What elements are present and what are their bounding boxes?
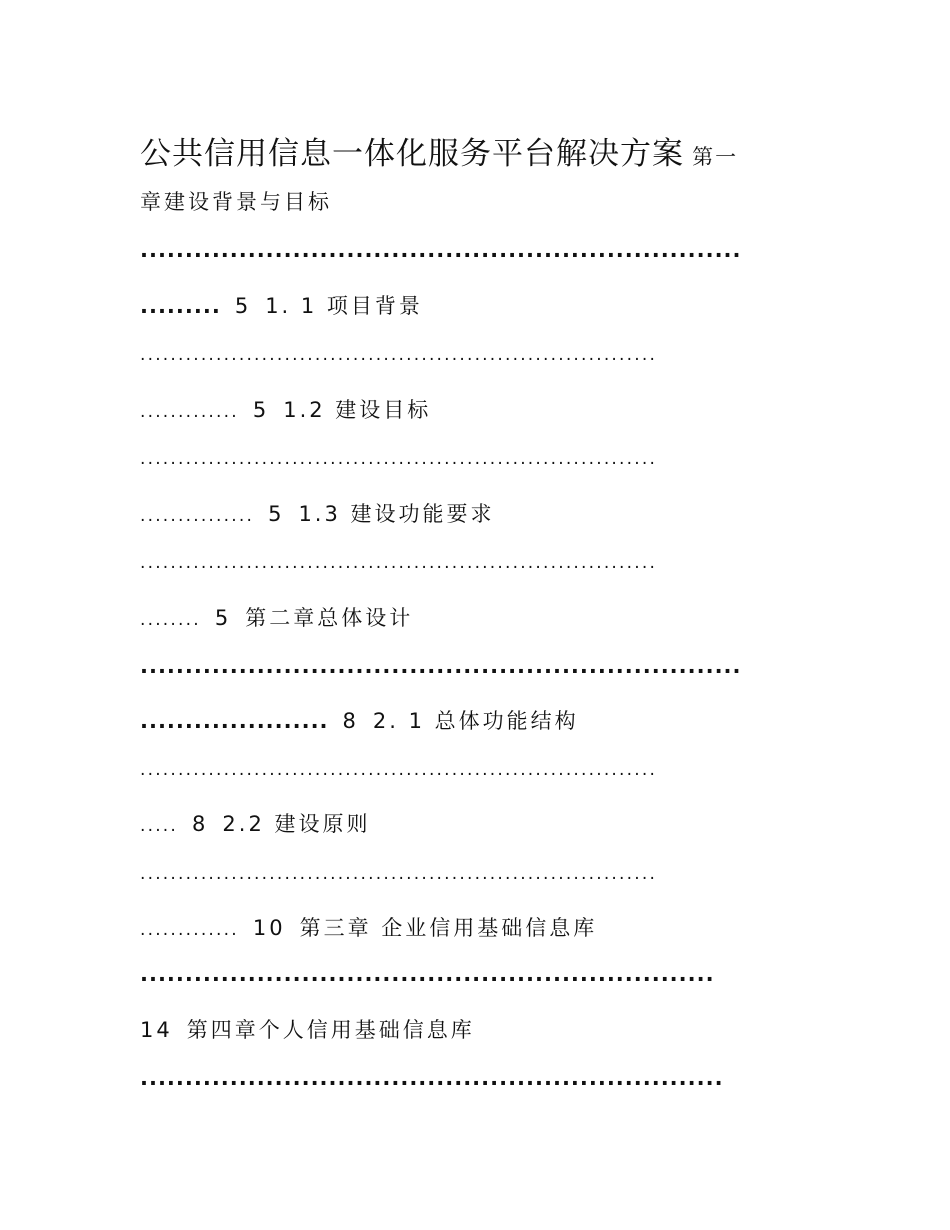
toc-entry-page: 5 — [252, 398, 270, 422]
toc-leader-dots: ................................................................ — [140, 962, 715, 986]
toc-entry-dots: ..................... — [140, 709, 329, 733]
toc-leader-dots: ................................................................... — [140, 238, 742, 262]
document-title: 公共信用信息一体化服务平台解决方案 — [140, 136, 684, 172]
toc-entry[interactable] — [140, 705, 579, 735]
toc-entry-label: 1. 1 项目背景 — [265, 294, 423, 318]
toc-leader-dots: ................................................................. — [140, 1066, 724, 1090]
toc-entry-page: 5 — [214, 606, 232, 630]
toc-entry-dots: ......... — [140, 294, 221, 318]
toc-entry[interactable] — [140, 290, 423, 320]
toc-leader-dots: ................................................................... — [140, 654, 742, 678]
chapter-1-heading: 章建设背景与目标 — [140, 190, 332, 214]
toc-leader-dots: .................................................................... — [140, 449, 658, 469]
toc-entry[interactable] — [140, 498, 495, 528]
toc-entry[interactable] — [140, 602, 413, 632]
toc-entry-dots: ............. — [140, 402, 239, 422]
toc-entry-page: 5 — [268, 502, 285, 526]
toc-entry-label: 2. 1 总体功能结构 — [372, 709, 579, 733]
toc-entry-label: 第四章个人信用基础信息库 — [186, 1018, 475, 1042]
toc-leader-dots: .................................................................... — [140, 864, 658, 884]
toc-entry-label: 第三章 企业信用基础信息库 — [299, 916, 598, 940]
toc-entry-page: 14 — [140, 1018, 173, 1042]
toc-entry-page: 8 — [192, 812, 209, 836]
toc-entry[interactable] — [140, 912, 597, 942]
toc-entry-label: 1.3 建设功能要求 — [298, 502, 495, 526]
toc-entry-page: 10 — [252, 916, 286, 940]
toc-leader-dots: .................................................................... — [140, 345, 658, 365]
toc-entry-dots: ............. — [140, 920, 239, 940]
toc-entry-label: 1.2 建设目标 — [283, 398, 432, 422]
toc-entry[interactable] — [140, 808, 370, 838]
toc-entry-dots: ............... — [140, 506, 255, 526]
toc-entry[interactable] — [140, 1014, 475, 1044]
toc-entry-dots: ........ — [140, 610, 201, 630]
toc-leader-dots: .................................................................... — [140, 553, 658, 573]
toc-entry-label: 第二章总体设计 — [245, 606, 414, 630]
toc-leader-dots: .................................................................... — [140, 760, 658, 780]
document-title-line — [140, 128, 738, 173]
toc-entry-page: 5 — [234, 294, 252, 318]
toc-entry-dots: ..... — [140, 816, 179, 836]
document-title-tail: 第一 — [692, 145, 739, 169]
toc-entry-label: 2.2 建设原则 — [222, 812, 371, 836]
toc-entry-page: 8 — [342, 709, 359, 733]
toc-entry[interactable] — [140, 394, 431, 424]
